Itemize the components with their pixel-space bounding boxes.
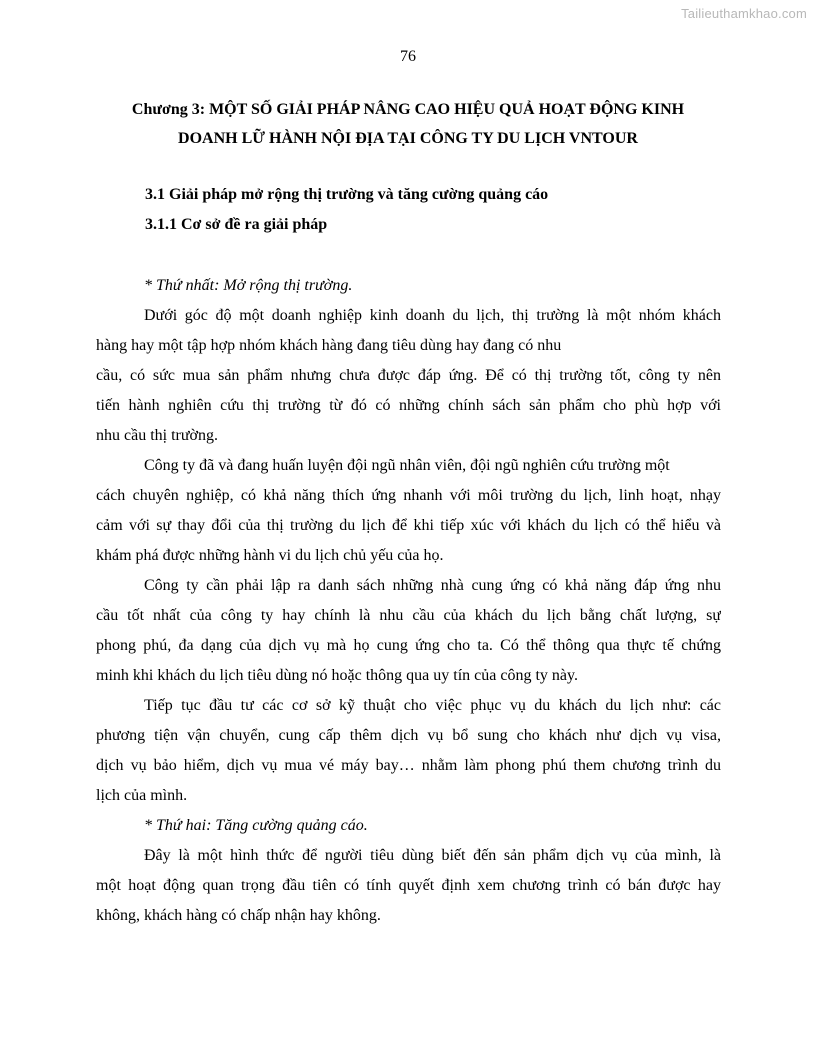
section-heading-3-1: 3.1 Giải pháp mở rộng thị trường và tăng cường quảng cáo [145,186,549,203]
subheading-second: * Thứ hai: Tăng cường quảng cáo. [144,817,368,834]
text-line: Dưới góc độ một doanh nghiệp kinh doanh du lịch, thị trường là một nhóm khách [144,307,721,324]
text-line: nhu cầu thị trường. [96,427,218,444]
text-line: lịch của mình. [96,787,188,804]
chapter-title-line-1: Chương 3: MỘT SỐ GIẢI PHÁP NÂNG CAO HIỆU QUẢ HOẠT ĐỘNG KINH [131,101,685,118]
text-line: phương tiện vận chuyển, cung cấp thêm dịch vụ bổ sung cho khách như dịch vụ visa, [96,727,721,744]
text-line: Công ty đã và đang huấn luyện đội ngũ nhân viên, đội ngũ nghiên cứu trường một [144,457,670,474]
text-line: cầu tốt nhất của công ty hay chính là nhu cầu của khách du lịch bằng chất lượng, sự [96,607,721,624]
text-line: tiến hành nghiên cứu thị trường từ đó có những chính sách sản phẩm cho phù hợp với [96,397,721,414]
section-heading-3-1-1: 3.1.1 Cơ sở đề ra giải pháp [145,216,328,233]
text-line: cách chuyên nghiệp, có khả năng thích ứng nhanh với môi trường du lịch, linh hoạt, nhạy [96,487,721,504]
text-line: dịch vụ bảo hiểm, dịch vụ mua vé máy bay… nhằm làm phong phú them chương trình du [96,757,721,774]
watermark: Tailieuthamkhao.com [681,6,807,21]
chapter-title [90,95,726,153]
text-line: Công ty cần phải lập ra danh sách những nhà cung ứng có khả năng đáp ứng nhu [144,577,721,594]
text-line: khám phá được những hành vi du lịch chủ yếu của họ. [96,547,444,564]
text-line: cầu, có sức mua sản phẩm nhưng chưa được đáp ứng. Để có thị trường tốt, công ty nên [96,367,721,384]
text-line: một hoạt động quan trọng đầu tiên có tính quyết định xem chương trình có bán được hay [96,877,721,894]
text-line: Đây là một hình thức để người tiêu dùng biết đến sản phẩm dịch vụ của mình, là [144,847,721,864]
text-line: Tiếp tục đầu tư các cơ sở kỹ thuật cho việc phục vụ du khách du lịch như: các [144,697,721,714]
subheading-first: * Thứ nhất: Mở rộng thị trường. [144,277,353,294]
text-line: minh khi khách du lịch tiêu dùng nó hoặc thông qua uy tín của công ty này. [96,667,578,684]
text-line: cảm với sự thay đổi của thị trường du lịch để khi tiếp xúc với khách du lịch có thể hiểu và [96,517,721,534]
chapter-title-line-2: DOANH LỮ HÀNH NỘI ĐỊA TẠI CÔNG TY DU LỊCH VNTOUR [178,130,638,147]
text-line: không, khách hàng có chấp nhận hay không. [96,907,381,924]
page-number: 76 [400,48,416,65]
text-line: hàng hay một tập hợp nhóm khách hàng đang tiêu dùng hay đang có nhu [96,337,562,354]
text-line: phong phú, đa dạng của dịch vụ mà họ cung ứng cho ta. Có thể thông qua thực tế chứng [96,637,721,654]
body-text [96,271,721,931]
